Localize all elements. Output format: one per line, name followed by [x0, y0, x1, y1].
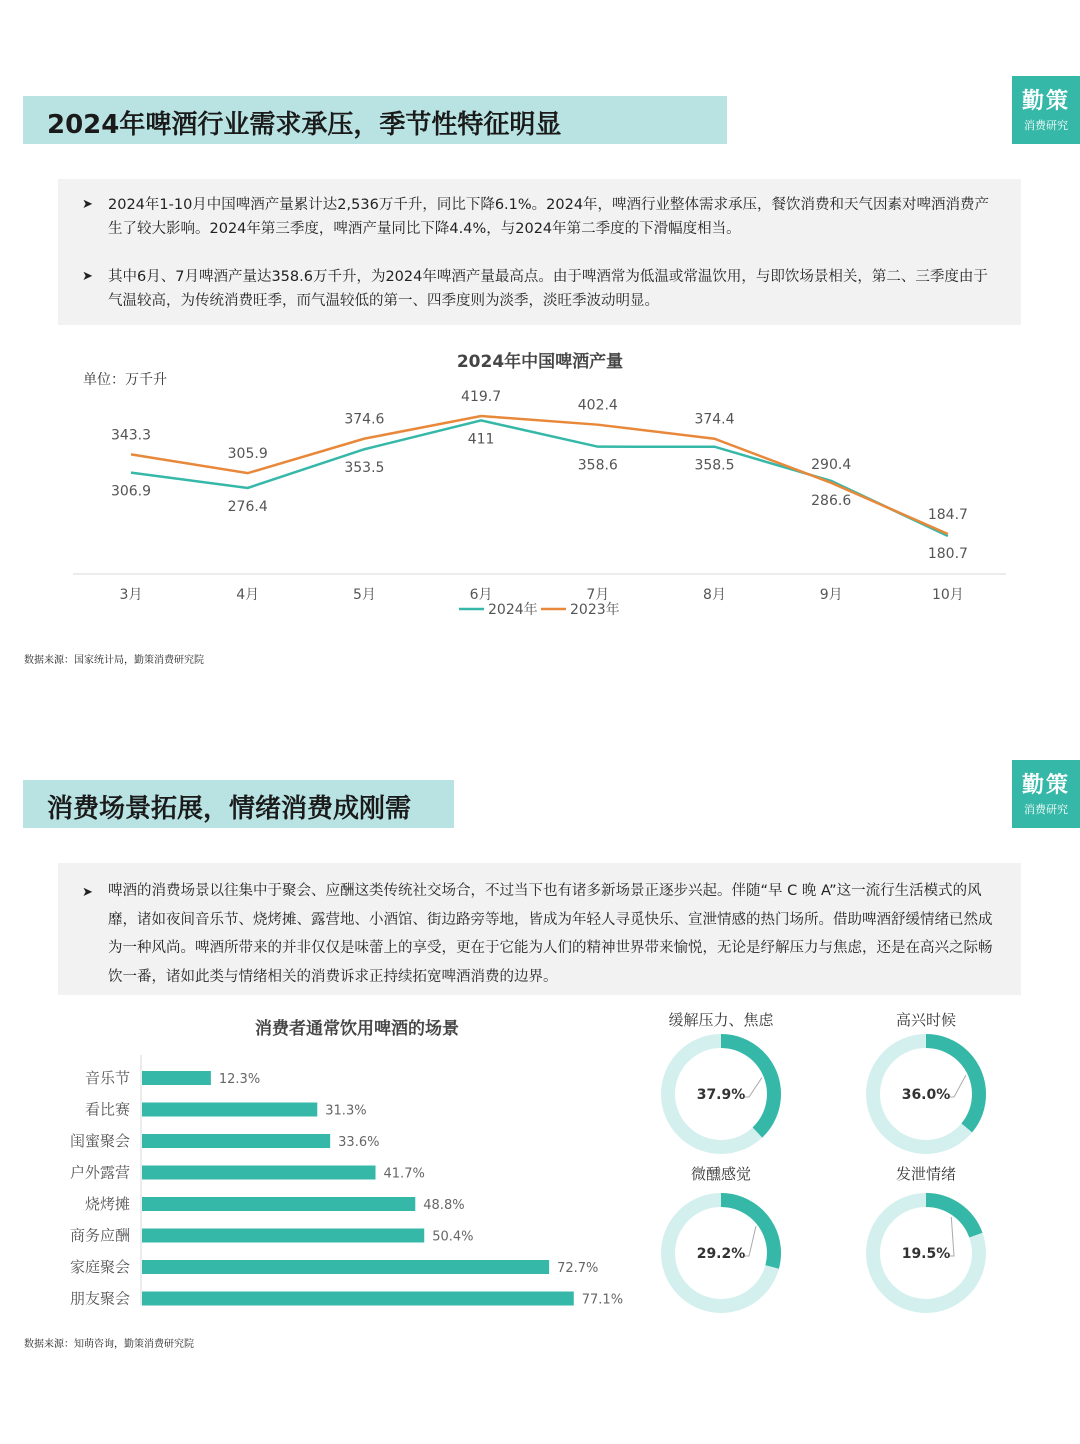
legend-label-2024: 2024年	[488, 602, 538, 618]
data-label-2024: 306.9	[110, 483, 152, 500]
line-chart	[0, 340, 1080, 630]
bar	[142, 1292, 574, 1306]
bar-value-label: 41.7%	[383, 1166, 425, 1182]
data-label-2024: 358.6	[577, 457, 618, 474]
bar	[142, 1260, 549, 1274]
section1-title: 2024年啤酒行业需求承压，季节性特征明显	[47, 110, 562, 140]
x-tick-label: 10月	[931, 587, 964, 603]
section2-summary-box	[58, 863, 1021, 995]
arrow-icon: ➤	[82, 269, 93, 284]
logo-subtext: 消费研究	[1024, 119, 1068, 132]
bullet-text: 其中6月、7月啤酒产量达358.6万千升，为2024年啤酒产量最高点。由于啤酒常为低温或常温饮用，与即饮场景相关，第二、三季度由于气温较高，为传统消费旺季，而气温较低的第一、四季度则为淡季，淡旺季波动明显。	[108, 269, 988, 309]
legend-label-2023: 2023年	[570, 602, 620, 618]
data-label-2023: 402.4	[577, 397, 618, 414]
x-tick-label: 8月	[703, 587, 726, 603]
bar-value-label: 31.3%	[325, 1103, 367, 1119]
data-label-2023: 184.7	[927, 506, 968, 523]
source-note: 数据来源：知萌咨询，勤策消费研究院	[24, 1339, 194, 1350]
donut-value-label: 29.2%	[696, 1246, 746, 1262]
bar	[142, 1103, 317, 1117]
bar-value-label: 33.6%	[338, 1135, 380, 1150]
bar-value-label: 50.4%	[432, 1229, 474, 1245]
bar-category-label: 音乐节	[84, 1069, 130, 1087]
bar	[142, 1197, 415, 1211]
x-tick-label: 3月	[119, 587, 143, 603]
donut-leader-line	[743, 1078, 762, 1097]
arrow-icon: ➤	[82, 197, 93, 212]
x-tick-label: 7月	[586, 587, 610, 603]
section2-title: 消费场景拓展，情绪消费成刚需	[47, 794, 412, 824]
data-label-2023: 374.6	[344, 411, 385, 428]
data-label-2024: 290.4	[811, 456, 852, 473]
data-label-2024: 180.7	[927, 546, 968, 562]
bar	[142, 1229, 424, 1243]
x-tick-label: 4月	[236, 587, 260, 603]
brand-logo	[1012, 760, 1080, 828]
data-label-2023: 419.7	[461, 389, 502, 405]
bar-value-label: 77.1%	[581, 1292, 624, 1308]
chart-title: 消费者通常饮用啤酒的场景	[255, 1019, 459, 1039]
series-line-2024年	[131, 420, 948, 536]
brand-logo	[1012, 76, 1080, 144]
donut-value-label: 37.9%	[696, 1087, 746, 1103]
chart-legend	[459, 601, 620, 618]
donut-title: 高兴时候	[895, 1011, 957, 1029]
bar	[142, 1071, 211, 1085]
donut-value-label: 36.0%	[901, 1087, 951, 1103]
data-label-2023: 374.4	[694, 411, 735, 428]
donut-title: 缓解压力、焦虑	[668, 1011, 774, 1029]
logo-text: 勤策	[1021, 772, 1070, 798]
data-label-2024: 353.5	[344, 460, 385, 477]
bar-value-label: 12.3%	[218, 1072, 261, 1087]
logo-text: 勤策	[1021, 88, 1070, 114]
donut-title: 发泄情绪	[895, 1165, 957, 1183]
x-tick-label: 6月	[469, 587, 493, 603]
data-label-2024: 411	[467, 431, 495, 448]
bullet-item	[82, 265, 997, 313]
section1-summary-box	[58, 179, 1021, 325]
bar-chart	[0, 1005, 640, 1315]
bullet-item	[82, 877, 997, 991]
section1-title-band	[23, 96, 727, 144]
source-note: 数据来源：国家统计局，勤策消费研究院	[24, 655, 204, 666]
donut-charts	[640, 1005, 1060, 1325]
data-label-2023: 305.9	[227, 446, 268, 463]
bullet-text: 啤酒的消费场景以往集中于聚会、应酬这类传统社交场合，不过当下也有诸多新场景正逐步兴起。伴随“早 C 晚 A”这一流行生活模式的风靡，诸如夜间音乐节、烧烤摊、露营地、小酒馆、街边路旁等地，皆成为年轻人寻觅快乐、宣泄情感的热门场所。借助啤酒舒缓情绪已然成为一种风尚。啤酒所带来的并非仅仅是味蕾上的享受，更在于它能为人们的精神世界带来愉悦，无论是纾解压力与焦虑，还是在高兴之际畅饮一番，诸如此类与情绪相关的消费诉求正持续拓宽啤酒消费的边界。	[108, 883, 993, 985]
bar-category-label: 闺蜜聚会	[69, 1132, 130, 1150]
bar-category-label: 商务应酬	[69, 1226, 130, 1245]
donut-leader-line	[948, 1075, 966, 1097]
logo-subtext: 消费研究	[1024, 803, 1068, 816]
bullet-item	[82, 193, 997, 241]
data-label-2024: 358.5	[694, 457, 735, 474]
arrow-icon: ➤	[82, 885, 93, 900]
x-tick-label: 5月	[352, 587, 376, 603]
bar-value-label: 72.7%	[557, 1261, 599, 1276]
bar	[142, 1166, 376, 1180]
bar-value-label: 48.8%	[423, 1198, 465, 1213]
chart-title: 2024年中国啤酒产量	[456, 352, 624, 372]
donut-value-label: 19.5%	[901, 1246, 951, 1262]
data-label-2023: 343.3	[110, 427, 152, 444]
bar-category-label: 朋友聚会	[69, 1289, 130, 1308]
bar-category-label: 烧烤摊	[84, 1195, 130, 1213]
bar-category-label: 户外露营	[69, 1163, 130, 1182]
data-label-2023: 286.6	[811, 492, 852, 509]
bar-category-label: 家庭聚会	[69, 1258, 130, 1276]
bullet-text: 2024年1-10月中国啤酒产量累计达2,536万千升，同比下降6.1%。2024年，啤酒行业整体需求承压，餐饮消费和天气因素对啤酒消费产生了较大影响。2024年第三季度，啤酒产量同比下降4.4%，与2024年第二季度的下滑幅度相当。	[108, 197, 990, 237]
donut-title: 微醺感觉	[690, 1165, 752, 1183]
x-tick-label: 9月	[819, 587, 843, 603]
unit-label: 单位：万千升	[83, 372, 167, 388]
data-label-2024: 276.4	[227, 498, 268, 515]
bar	[142, 1134, 330, 1148]
section2-title-band	[23, 780, 454, 828]
bar-category-label: 看比赛	[84, 1100, 130, 1119]
